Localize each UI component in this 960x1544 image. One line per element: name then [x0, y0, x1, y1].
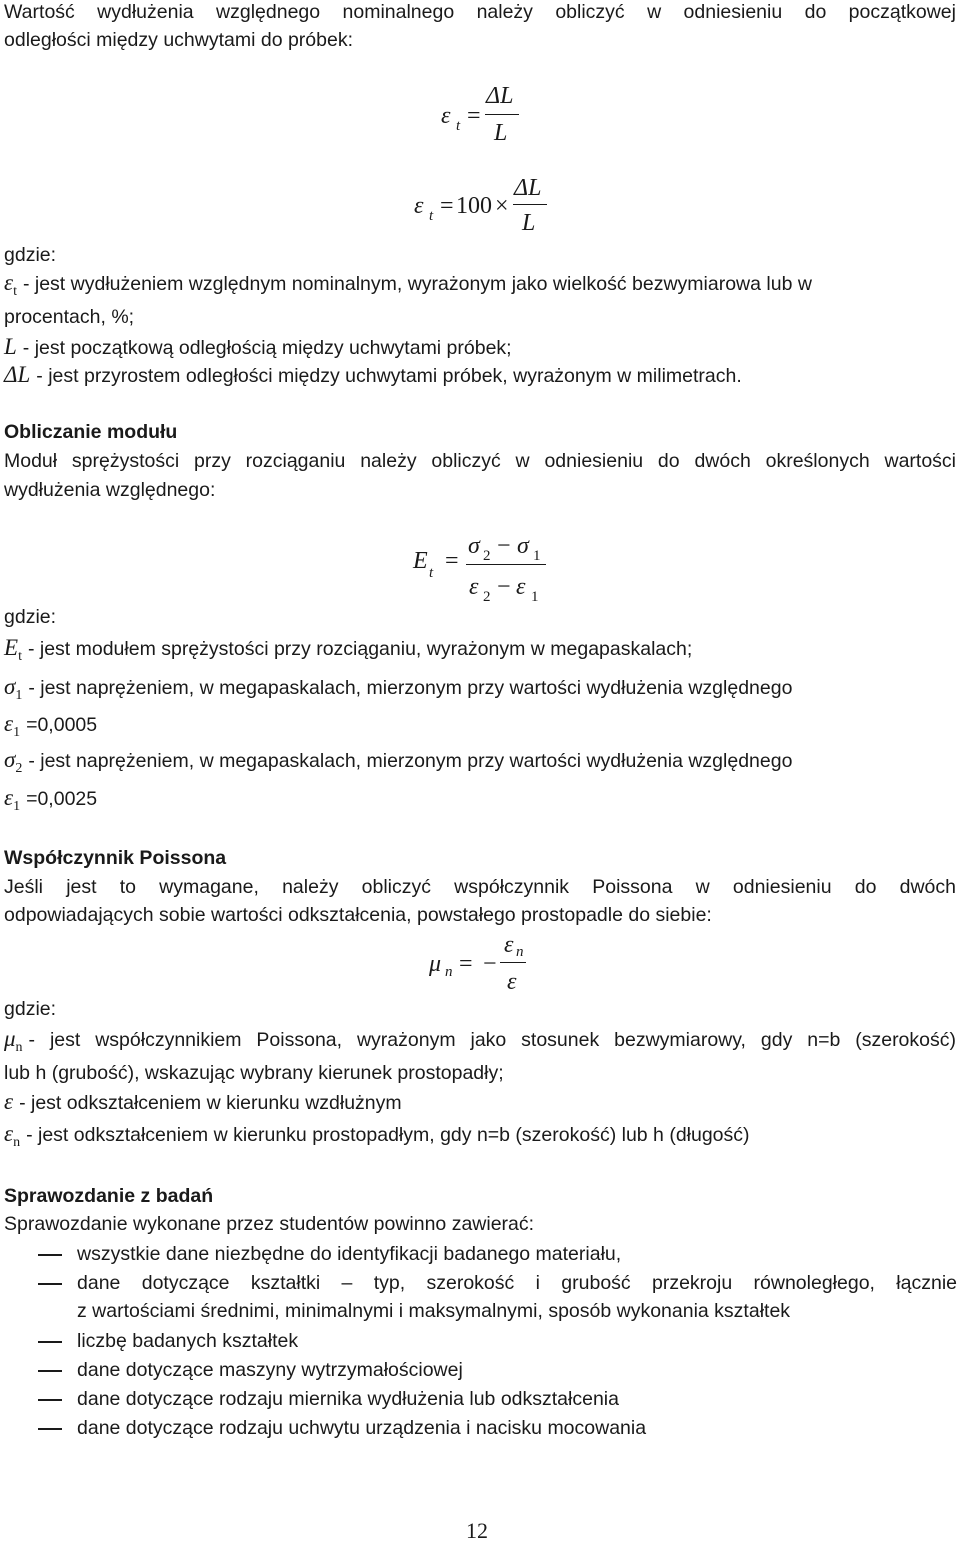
fraction-bar — [513, 204, 547, 205]
definition-line — [4, 1120, 750, 1157]
definition-line — [4, 269, 812, 306]
symbol: σ — [4, 747, 16, 772]
symbol: ε — [4, 270, 14, 295]
formula-subscript: 1 — [531, 589, 539, 605]
formula-subscript: t — [429, 565, 434, 581]
fraction-bar — [500, 962, 526, 963]
definition-line — [4, 673, 792, 710]
definition-text: - jest modułem sprężystości przy rozciąganiu, wyrażonym w megapaskalach; — [27, 638, 693, 660]
formula-subscript: 2 — [483, 548, 491, 564]
list-item: dane dotyczące rodzaju miernika wydłużenia lub odkształcenia — [77, 1388, 619, 1410]
definition-line — [4, 1025, 956, 1062]
definition-text: - jest wydłużeniem względnym nominalnym, wyrażonym jako wielkość bezwymiarowa lub w — [22, 273, 812, 295]
formula-coefficient: 100 — [456, 193, 492, 219]
definition-line — [4, 361, 742, 398]
symbol: μ — [4, 1026, 16, 1051]
where-label: gdzie: — [4, 998, 57, 1020]
symbol: ΔL — [4, 362, 31, 387]
list-item: liczbę badanych kształtek — [77, 1330, 299, 1352]
definition-text: - jest naprężeniem, w megapaskalach, mierzonym przy wartości wydłużenia względnego — [28, 677, 793, 699]
symbol: ε — [4, 711, 14, 736]
list-dash — [38, 1399, 62, 1401]
formula-term: σ — [468, 533, 480, 559]
symbol-subscript: t — [18, 649, 22, 664]
section-heading-modulus: Obliczanie modułu — [4, 421, 178, 443]
formula-subscript: n — [445, 964, 453, 980]
formula-numerator: ε — [504, 932, 514, 958]
section-heading-report: Sprawozdanie z badań — [4, 1185, 214, 1207]
definition-text: - jest odkształceniem w kierunku prostopadłym, gdy n=b (szerokość) lub h (długość) — [26, 1124, 750, 1146]
list-item-continuation: z wartościami średnimi, minimalnymi i maksymalnymi, sposób wykonania kształtek — [77, 1300, 791, 1322]
where-label: gdzie: — [4, 244, 57, 266]
formula-minus: − — [497, 533, 511, 559]
list-dash — [38, 1341, 62, 1343]
formula-minus: − — [497, 574, 511, 600]
page-number: 12 — [466, 1518, 488, 1543]
formula-subscript: n — [516, 944, 524, 960]
formula-symbol: μ — [429, 951, 442, 977]
formula-subscript: 1 — [533, 548, 541, 564]
symbol: ε — [4, 1089, 14, 1114]
poisson-line-2: odpowiadających sobie wartości odkształcenia, powstałego prostopadle do siebie: — [4, 904, 712, 926]
formula-term: ε — [469, 574, 479, 600]
formula-subscript: t — [429, 208, 434, 224]
symbol-subscript: 1 — [13, 799, 21, 814]
fraction-bar — [485, 114, 519, 115]
formula-denominator: L — [494, 120, 508, 146]
formula-subscript: 2 — [483, 589, 491, 605]
poisson-line-1: Jeśli jest to wymagane, należy obliczyć współczynnik Poissona w odniesieniu do dwóch — [4, 876, 956, 898]
formula-equals: = — [440, 193, 454, 219]
list-item: wszystkie dane niezbędne do identyfikacji badanego materiału, — [77, 1243, 622, 1265]
symbol-subscript: 2 — [15, 761, 23, 776]
list-dash — [38, 1428, 62, 1430]
list-dash — [38, 1254, 62, 1256]
report-intro: Sprawozdanie wykonane przez studentów powinno zawierać: — [4, 1213, 535, 1235]
formula-term: σ — [517, 533, 529, 559]
intro-line-2: odległości między uchwytami do próbek: — [4, 29, 354, 51]
definition-line: lub h (grubość), wskazując wybrany kierunek prostopadły; — [4, 1062, 504, 1084]
definition-text: - jest współczynnikiem Poissona, wyrażonym jako stosunek bezwymiarowy, gdy n=b (szerokość) — [28, 1029, 956, 1051]
formula-equals: = — [467, 103, 481, 129]
modulus-line-1: Moduł sprężystości przy rozciąganiu należy obliczyć w odniesieniu do dwóch określonych wartości — [4, 450, 956, 472]
definition-text: - jest naprężeniem, w megapaskalach, mierzonym przy wartości wydłużenia względnego — [28, 750, 793, 772]
modulus-line-2: wydłużenia względnego: — [4, 479, 216, 501]
symbol: L — [4, 334, 17, 359]
symbol-subscript: t — [13, 284, 17, 299]
formula-numerator: ΔL — [486, 83, 514, 109]
list-item: dane dotyczące rodzaju uchwytu urządzenia i nacisku mocowania — [77, 1417, 647, 1439]
definition-line — [4, 710, 97, 747]
definition-text: =0,0005 — [26, 714, 98, 736]
formula-denominator: ε — [507, 969, 517, 995]
section-heading-poisson: Współczynnik Poissona — [4, 847, 227, 869]
formula-symbol: E — [413, 548, 428, 574]
definition-text: - jest odkształceniem w kierunku wzdłużnym — [19, 1092, 402, 1114]
formula-denominator: L — [522, 210, 536, 236]
list-item: dane dotyczące maszyny wytrzymałościowej — [77, 1359, 463, 1381]
where-label: gdzie: — [4, 606, 57, 628]
definition-line — [4, 746, 792, 783]
list-item: dane dotyczące kształtki – typ, szerokość i grubość przekroju równoległego, łącznie — [77, 1272, 957, 1294]
formula-symbol: ε — [414, 193, 424, 219]
formula-numerator: ΔL — [514, 175, 542, 201]
definition-line — [4, 634, 692, 671]
formula-symbol: ε — [441, 103, 451, 129]
definition-line: procentach, %; — [4, 306, 135, 328]
list-dash — [38, 1370, 62, 1372]
intro-line-1: Wartość wydłużenia względnego nominalnego należy obliczyć w odniesieniu do początkowej — [4, 1, 956, 23]
definition-text: - jest przyrostem odległości między uchwytami próbek, wyrażonym w milimetrach. — [36, 365, 742, 387]
symbol: ε — [4, 785, 14, 810]
symbol: ε — [4, 1121, 14, 1146]
symbol-subscript: n — [13, 1135, 21, 1150]
symbol: σ — [4, 674, 16, 699]
formula-minus: − — [483, 951, 497, 977]
formula-subscript: t — [456, 118, 461, 134]
formula-equals: = — [445, 548, 459, 574]
formula-equals: = — [459, 951, 473, 977]
definition-text: - jest początkową odległością między uchwytami próbek; — [22, 337, 512, 359]
symbol-subscript: n — [15, 1040, 23, 1055]
definition-line — [4, 784, 97, 821]
list-dash — [38, 1283, 62, 1285]
symbol-subscript: 1 — [13, 725, 21, 740]
definition-text: =0,0025 — [26, 788, 98, 810]
formula-times: × — [495, 193, 509, 219]
formula-term: ε — [516, 574, 526, 600]
symbol-subscript: 1 — [15, 688, 23, 703]
fraction-bar — [466, 564, 546, 565]
symbol: E — [4, 635, 19, 660]
